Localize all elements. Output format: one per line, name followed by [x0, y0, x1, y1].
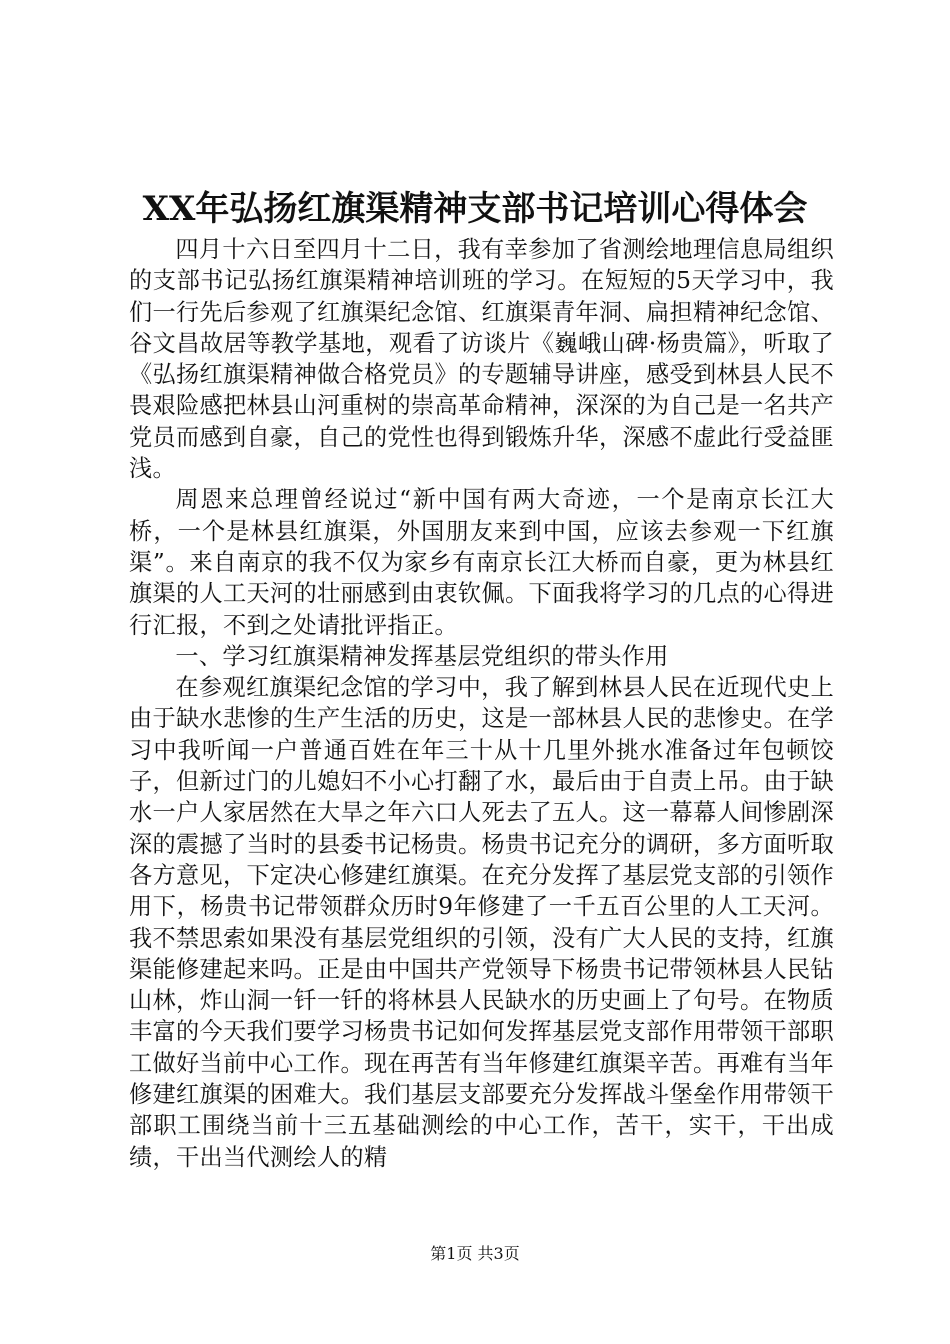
section-heading: 一、学习红旗渠精神发挥基层党组织的带头作用: [175, 642, 669, 670]
paragraph-section-one: 在参观红旗渠纪念馆的学习中，我了解到林县人民在近现代史上由于缺水悲惨的生产生活的历史，这是一部林县人民的悲惨史。在学习中我听闻一户普通百姓在年三十从十几里外挑水准备过年包顿饺子，但新过门的儿媳妇不小心打翻了水，最后由于自责上吊。由于缺水一户人家居然在大旱之年六口人死去了五人。这一幕幕人间惨剧深深的震撼了当时的县委书记杨贵。杨贵书记充分的调研，多方面听取各方意见，下定决心修建红旗渠。在充分发挥了基层党支部的引领作用下，杨贵书记带领群众历时9年修建了一千五百公里的人工天河。我不禁思索如果没有基层党组织的引领，没有广大人民的支持，红旗渠能修建起来吗。正是由中国共产党领导下杨贵书记带领林县人民钻山林，炸山洞一钎一钎的将林县人民缺水的历史画上了句号。在物质丰富的今天我们要学习杨贵书记如何发挥基层党支部作用带领干部职工做好当前中心工作。现在再苦有当年修建红旗渠辛苦。再难有当年修建红旗渠的困难大。我们基层支部要充分发挥战斗堡垒作用带领干部职工围绕当前十三五基础测绘的中心工作，苦干，实干，干出成绩，干出当代测绘人的精: [129, 674, 834, 1171]
document-title: XX年弘扬红旗渠精神支部书记培训心得体会: [142, 189, 808, 229]
document-body: [129, 234, 834, 1173]
page-footer: 第1页 共3页: [430, 1244, 520, 1263]
paragraph-quote: 周恩来总理曾经说过“新中国有两大奇迹，一个是南京长江大桥，一个是林县红旗渠，外国朋友来到中国，应该去参观一下红旗渠”。来自南京的我不仅为家乡有南京长江大桥而自豪，更为林县红旗渠的人工天河的壮丽感到由衷钦佩。下面我将学习的几点的心得进行汇报，不到之处请批评指正。: [129, 486, 834, 639]
paragraph-intro: 四月十六日至四月十二日，我有幸参加了省测绘地理信息局组织的支部书记弘扬红旗渠精神培训班的学习。在短短的5天学习中，我们一行先后参观了红旗渠纪念馆、红旗渠青年洞、扁担精神纪念馆、谷文昌故居等教学基地，观看了访谈片《巍峨山碑·杨贵篇》，听取了《弘扬红旗渠精神做合格党员》的专题辅导讲座，感受到林县人民不畏艰险感把林县山河重树的崇高革命精神，深深的为自己是一名共产党员而感到自豪，自己的党性也得到锻炼升华，深感不虚此行受益匪浅。: [129, 236, 834, 483]
